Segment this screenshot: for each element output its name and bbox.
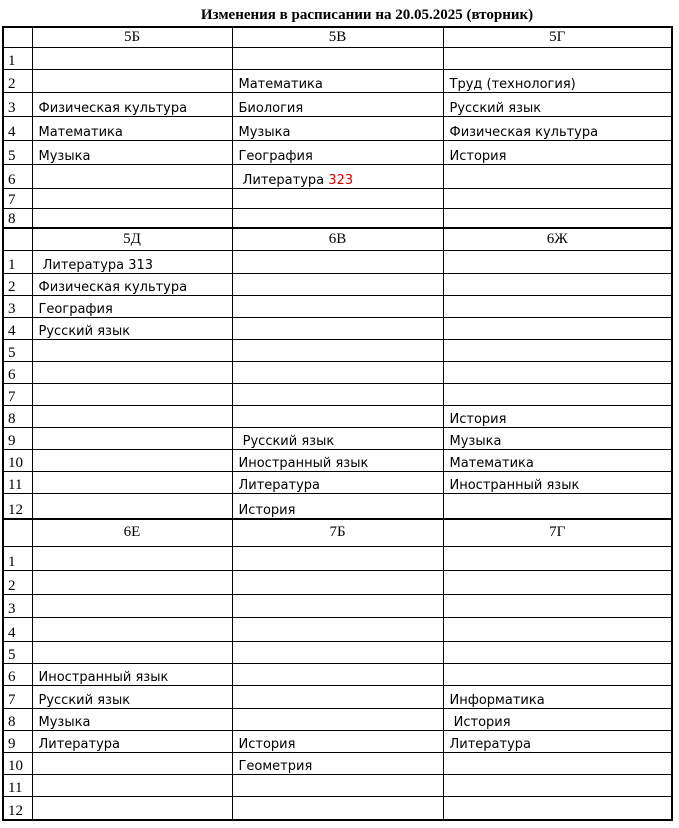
subject-cell bbox=[32, 208, 232, 228]
subject-cell bbox=[443, 47, 672, 69]
subject-cell bbox=[443, 69, 672, 92]
subject-cell bbox=[32, 617, 232, 641]
subject-name: Труд (технология) bbox=[449, 76, 576, 92]
subject-cell bbox=[443, 361, 672, 383]
subject-cell bbox=[232, 69, 443, 92]
lesson-number: 8 bbox=[3, 405, 32, 427]
subject-cell bbox=[32, 92, 232, 116]
corner-cell bbox=[3, 519, 32, 546]
lesson-row bbox=[3, 188, 672, 208]
subject-cell bbox=[32, 317, 232, 339]
lesson-number: 11 bbox=[3, 471, 32, 493]
lesson-number: 12 bbox=[3, 796, 32, 820]
lesson-number: 7 bbox=[3, 383, 32, 405]
subject-name: Литература bbox=[38, 736, 120, 752]
subject-name: Математика bbox=[449, 455, 534, 471]
class-header: 7Г bbox=[443, 519, 672, 546]
subject-cell bbox=[443, 617, 672, 641]
subject-cell bbox=[232, 546, 443, 570]
subject-cell bbox=[232, 617, 443, 641]
lesson-row bbox=[3, 405, 672, 427]
subject-name: Математика bbox=[38, 124, 123, 140]
corner-cell bbox=[3, 27, 32, 47]
class-header: 6Ж bbox=[443, 228, 672, 250]
subject-name: Музыка bbox=[449, 433, 502, 449]
subject-name: Русский язык bbox=[449, 100, 542, 116]
lesson-row bbox=[3, 383, 672, 405]
subject-name: Иностранный язык bbox=[238, 455, 369, 471]
subject-name: Математика bbox=[238, 76, 323, 92]
class-header: 6Е bbox=[32, 519, 232, 546]
lesson-row bbox=[3, 361, 672, 383]
page-title: Изменения в расписании на 20.05.2025 (вторник) bbox=[200, 7, 534, 23]
lesson-row bbox=[3, 471, 672, 493]
subject-name: Информатика bbox=[449, 692, 545, 708]
subject-cell bbox=[443, 449, 672, 471]
subject-cell bbox=[232, 208, 443, 228]
subject-cell bbox=[443, 339, 672, 361]
subject-cell bbox=[443, 92, 672, 116]
subject-cell bbox=[232, 164, 443, 188]
lesson-row bbox=[3, 116, 672, 140]
subject-name: Русский язык bbox=[38, 692, 131, 708]
subject-cell bbox=[32, 383, 232, 405]
subject-cell bbox=[443, 546, 672, 570]
subject-name: Физическая культура bbox=[449, 124, 599, 140]
lesson-number: 4 bbox=[3, 116, 32, 140]
schedule-body bbox=[3, 27, 672, 820]
subject-cell bbox=[232, 594, 443, 617]
subject-cell bbox=[32, 594, 232, 617]
lesson-row bbox=[3, 708, 672, 730]
subject-cell bbox=[443, 663, 672, 685]
subject-name: История bbox=[449, 411, 507, 427]
subject-cell bbox=[232, 295, 443, 317]
subject-name: История bbox=[238, 503, 296, 518]
subject-cell bbox=[232, 116, 443, 140]
subject-cell bbox=[232, 493, 443, 519]
subject-cell bbox=[443, 188, 672, 208]
subject-cell bbox=[32, 339, 232, 361]
lesson-number: 7 bbox=[3, 188, 32, 208]
lesson-row bbox=[3, 546, 672, 570]
lesson-row bbox=[3, 617, 672, 641]
subject-cell bbox=[32, 164, 232, 188]
subject-cell bbox=[232, 317, 443, 339]
lesson-number: 4 bbox=[3, 317, 32, 339]
subject-name: Музыка bbox=[38, 714, 91, 730]
lesson-row bbox=[3, 493, 672, 519]
subject-cell bbox=[443, 140, 672, 164]
subject-cell bbox=[32, 493, 232, 519]
lesson-number: 1 bbox=[3, 546, 32, 570]
subject-cell bbox=[443, 774, 672, 796]
subject-name: Иностранный язык bbox=[449, 477, 580, 493]
subject-cell bbox=[32, 774, 232, 796]
subject-name: История bbox=[449, 714, 511, 730]
class-header-row bbox=[3, 519, 672, 546]
subject-cell bbox=[443, 796, 672, 820]
lesson-row bbox=[3, 427, 672, 449]
subject-cell bbox=[232, 730, 443, 752]
subject-cell bbox=[443, 641, 672, 663]
subject-cell bbox=[232, 188, 443, 208]
lesson-row bbox=[3, 164, 672, 188]
subject-cell bbox=[232, 92, 443, 116]
subject-cell bbox=[32, 471, 232, 493]
subject-cell bbox=[232, 405, 443, 427]
subject-cell bbox=[443, 164, 672, 188]
subject-name: Музыка bbox=[38, 148, 91, 164]
subject-cell bbox=[32, 796, 232, 820]
subject-name: Литература 313 bbox=[38, 257, 154, 273]
lesson-number: 5 bbox=[3, 140, 32, 164]
lesson-number: 6 bbox=[3, 164, 32, 188]
lesson-row bbox=[3, 449, 672, 471]
subject-cell bbox=[32, 685, 232, 708]
subject-cell bbox=[32, 730, 232, 752]
subject-cell bbox=[443, 317, 672, 339]
lesson-row bbox=[3, 752, 672, 774]
subject-cell bbox=[232, 774, 443, 796]
subject-cell bbox=[232, 383, 443, 405]
subject-cell bbox=[443, 594, 672, 617]
subject-cell bbox=[32, 449, 232, 471]
lesson-number: 2 bbox=[3, 273, 32, 295]
lesson-row bbox=[3, 317, 672, 339]
subject-name: История bbox=[449, 148, 507, 164]
lesson-row bbox=[3, 339, 672, 361]
subject-cell bbox=[232, 471, 443, 493]
lesson-row bbox=[3, 208, 672, 228]
lesson-number: 7 bbox=[3, 685, 32, 708]
subject-cell bbox=[443, 730, 672, 752]
lesson-number: 4 bbox=[3, 617, 32, 641]
room-number: 323 bbox=[328, 172, 354, 188]
lesson-row bbox=[3, 250, 672, 273]
subject-cell bbox=[232, 796, 443, 820]
subject-cell bbox=[232, 273, 443, 295]
class-header: 6В bbox=[232, 228, 443, 250]
subject-name: Музыка bbox=[238, 124, 291, 140]
class-header: 5Д bbox=[32, 228, 232, 250]
subject-cell bbox=[232, 641, 443, 663]
schedule-table bbox=[2, 26, 673, 821]
subject-cell bbox=[32, 427, 232, 449]
subject-cell bbox=[443, 471, 672, 493]
class-header-row bbox=[3, 27, 672, 47]
subject-cell bbox=[232, 250, 443, 273]
subject-cell bbox=[443, 383, 672, 405]
subject-name: Русский язык bbox=[38, 323, 131, 339]
subject-cell bbox=[32, 752, 232, 774]
lesson-row bbox=[3, 796, 672, 820]
lesson-number: 8 bbox=[3, 208, 32, 228]
subject-cell bbox=[232, 570, 443, 594]
lesson-row bbox=[3, 774, 672, 796]
subject-cell bbox=[32, 47, 232, 69]
lesson-number: 1 bbox=[3, 47, 32, 69]
subject-cell bbox=[232, 708, 443, 730]
subject-name: Литература bbox=[449, 736, 531, 752]
lesson-row bbox=[3, 273, 672, 295]
lesson-row bbox=[3, 685, 672, 708]
lesson-row bbox=[3, 140, 672, 164]
lesson-row bbox=[3, 92, 672, 116]
subject-cell bbox=[443, 250, 672, 273]
subject-cell bbox=[232, 427, 443, 449]
subject-cell bbox=[32, 188, 232, 208]
subject-cell bbox=[443, 295, 672, 317]
subject-cell bbox=[443, 752, 672, 774]
subject-cell bbox=[32, 641, 232, 663]
subject-name: Русский язык bbox=[238, 433, 335, 449]
subject-cell bbox=[443, 116, 672, 140]
subject-cell bbox=[32, 546, 232, 570]
subject-cell bbox=[32, 663, 232, 685]
subject-cell bbox=[232, 47, 443, 69]
lesson-row bbox=[3, 47, 672, 69]
lesson-number: 9 bbox=[3, 730, 32, 752]
subject-cell bbox=[443, 405, 672, 427]
class-header: 7Б bbox=[232, 519, 443, 546]
subject-name: Физическая культура bbox=[38, 279, 188, 295]
subject-cell bbox=[32, 405, 232, 427]
subject-cell bbox=[32, 570, 232, 594]
lesson-number: 10 bbox=[3, 752, 32, 774]
subject-cell bbox=[232, 663, 443, 685]
subject-cell bbox=[232, 449, 443, 471]
lesson-row bbox=[3, 570, 672, 594]
subject-name: Физическая культура bbox=[38, 100, 188, 116]
lesson-row bbox=[3, 594, 672, 617]
subject-cell bbox=[232, 140, 443, 164]
subject-cell bbox=[443, 427, 672, 449]
subject-name: Геометрия bbox=[238, 758, 313, 774]
subject-cell bbox=[443, 708, 672, 730]
lesson-number: 11 bbox=[3, 774, 32, 796]
lesson-row bbox=[3, 730, 672, 752]
subject-cell bbox=[32, 361, 232, 383]
lesson-row bbox=[3, 663, 672, 685]
lesson-number: 12 bbox=[3, 493, 32, 519]
lesson-row bbox=[3, 295, 672, 317]
subject-cell bbox=[32, 140, 232, 164]
subject-cell bbox=[443, 208, 672, 228]
lesson-number: 3 bbox=[3, 594, 32, 617]
subject-cell bbox=[32, 250, 232, 273]
subject-cell bbox=[232, 752, 443, 774]
subject-cell bbox=[32, 273, 232, 295]
lesson-number: 6 bbox=[3, 361, 32, 383]
class-header-row bbox=[3, 228, 672, 250]
subject-cell bbox=[443, 273, 672, 295]
subject-name: География bbox=[38, 301, 113, 317]
subject-name: География bbox=[238, 148, 313, 164]
lesson-number: 5 bbox=[3, 641, 32, 663]
subject-cell bbox=[32, 295, 232, 317]
subject-name: Литература bbox=[238, 477, 320, 493]
lesson-number: 10 bbox=[3, 449, 32, 471]
lesson-row bbox=[3, 641, 672, 663]
subject-cell bbox=[232, 685, 443, 708]
corner-cell bbox=[3, 228, 32, 250]
subject-cell bbox=[232, 339, 443, 361]
subject-cell bbox=[32, 708, 232, 730]
lesson-number: 5 bbox=[3, 339, 32, 361]
subject-cell bbox=[443, 685, 672, 708]
subject-name: Литература bbox=[238, 172, 325, 188]
subject-cell bbox=[443, 493, 672, 519]
lesson-number: 1 bbox=[3, 250, 32, 273]
subject-cell bbox=[32, 116, 232, 140]
subject-cell bbox=[232, 361, 443, 383]
subject-cell bbox=[443, 570, 672, 594]
class-header: 5Б bbox=[32, 27, 232, 47]
subject-cell bbox=[32, 69, 232, 92]
lesson-number: 9 bbox=[3, 427, 32, 449]
subject-name: Биология bbox=[238, 100, 304, 116]
subject-name: История bbox=[238, 736, 296, 752]
lesson-number: 3 bbox=[3, 92, 32, 116]
lesson-number: 2 bbox=[3, 69, 32, 92]
class-header: 5В bbox=[232, 27, 443, 47]
lesson-row bbox=[3, 69, 672, 92]
lesson-number: 6 bbox=[3, 663, 32, 685]
lesson-number: 3 bbox=[3, 295, 32, 317]
subject-name: Иностранный язык bbox=[38, 669, 169, 685]
lesson-number: 8 bbox=[3, 708, 32, 730]
lesson-number: 2 bbox=[3, 570, 32, 594]
class-header: 5Г bbox=[443, 27, 672, 47]
